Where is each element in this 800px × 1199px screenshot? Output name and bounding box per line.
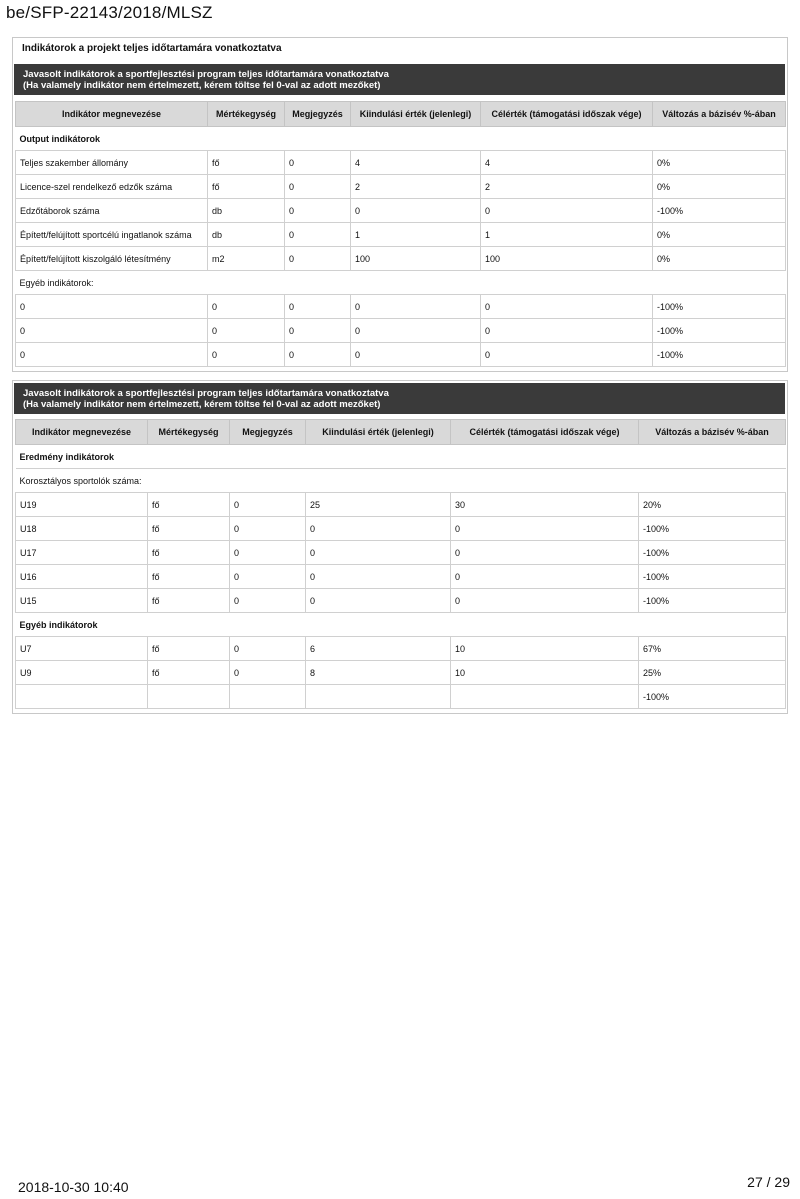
cell-target: 4: [481, 151, 653, 175]
cell-baseline: 25: [306, 493, 451, 517]
cell-unit: fő: [148, 493, 230, 517]
cell-unit: [148, 685, 230, 709]
col-header-target: Célérték (támogatási időszak vége): [451, 420, 639, 445]
cell-unit: 0: [208, 295, 285, 319]
group-row: [16, 445, 786, 469]
cell-unit: fő: [208, 151, 285, 175]
group-row: [16, 271, 786, 295]
group-row: [16, 613, 786, 637]
table-row: [16, 565, 786, 589]
cell-name: 0: [16, 343, 208, 367]
table-a-banner: [14, 64, 785, 95]
cell-baseline: 0: [351, 199, 481, 223]
table-row: [16, 151, 786, 175]
cell-baseline: 0: [306, 565, 451, 589]
cell-change: 67%: [639, 637, 786, 661]
col-header-note: Megjegyzés: [285, 102, 351, 127]
cell-baseline: 4: [351, 151, 481, 175]
table-b-banner: [14, 383, 785, 414]
cell-baseline: 2: [351, 175, 481, 199]
cell-baseline: 0: [306, 517, 451, 541]
cell-change: -100%: [639, 685, 786, 709]
group-label-other: Egyéb indikátorok: [16, 613, 786, 637]
cell-unit: m2: [208, 247, 285, 271]
cell-change: -100%: [653, 319, 786, 343]
col-header-change: Változás a bázisév %-ában: [639, 420, 786, 445]
cell-change: 0%: [653, 247, 786, 271]
cell-change: -100%: [639, 541, 786, 565]
table-row: [16, 637, 786, 661]
footer-page-number: 27 / 29: [747, 1174, 790, 1190]
indicator-table-output: [15, 101, 786, 367]
col-header-baseline: Kiindulási érték (jelenlegi): [306, 420, 451, 445]
cell-target: 2: [481, 175, 653, 199]
cell-target: [451, 685, 639, 709]
cell-target: 0: [481, 199, 653, 223]
cell-unit: fő: [148, 517, 230, 541]
table-row: [16, 247, 786, 271]
cell-unit: fő: [148, 589, 230, 613]
cell-note: [230, 685, 306, 709]
table-row: [16, 199, 786, 223]
cell-baseline: 0: [351, 295, 481, 319]
col-header-name: Indikátor megnevezése: [16, 420, 148, 445]
cell-baseline: 0: [351, 343, 481, 367]
cell-note: 0: [285, 223, 351, 247]
cell-unit: fő: [148, 637, 230, 661]
group-label-other: Egyéb indikátorok:: [16, 271, 786, 295]
cell-target: 10: [451, 661, 639, 685]
cell-change: -100%: [653, 343, 786, 367]
cell-baseline: 0: [306, 541, 451, 565]
cell-name: Licence-szel rendelkező edzők száma: [16, 175, 208, 199]
table-b-banner-line2: (Ha valamely indikátor nem értelmezett, kérem töltse fel 0-val az adott mezőket): [23, 399, 381, 410]
cell-unit: fő: [148, 541, 230, 565]
group-row: [16, 469, 786, 493]
cell-target: 0: [451, 541, 639, 565]
cell-note: 0: [285, 151, 351, 175]
group-label-result: Eredmény indikátorok: [16, 445, 786, 469]
cell-change: 20%: [639, 493, 786, 517]
cell-unit: db: [208, 223, 285, 247]
cell-name: U9: [16, 661, 148, 685]
table-row: [16, 319, 786, 343]
col-header-baseline: Kiindulási érték (jelenlegi): [351, 102, 481, 127]
cell-unit: db: [208, 199, 285, 223]
col-header-change: Változás a bázisév %-ában: [653, 102, 786, 127]
subgroup-label-age: Korosztályos sportolók száma:: [16, 469, 786, 493]
cell-unit: fő: [208, 175, 285, 199]
table-a-banner-line2: (Ha valamely indikátor nem értelmezett, kérem töltse fel 0-val az adott mezőket): [23, 80, 381, 91]
table-row: [16, 223, 786, 247]
table-a-banner-line1: Javasolt indikátorok a sportfejlesztési program teljes időtartamára vonatkoztatva: [23, 69, 389, 80]
cell-unit: 0: [208, 319, 285, 343]
cell-name: U18: [16, 517, 148, 541]
cell-target: 10: [451, 637, 639, 661]
cell-note: 0: [230, 565, 306, 589]
cell-baseline: 1: [351, 223, 481, 247]
table-header-row: [16, 420, 786, 445]
cell-name: Épített/felújított kiszolgáló létesítmény: [16, 247, 208, 271]
cell-baseline: [306, 685, 451, 709]
cell-name: U15: [16, 589, 148, 613]
cell-baseline: 0: [351, 319, 481, 343]
cell-target: 0: [481, 343, 653, 367]
cell-unit: fő: [148, 565, 230, 589]
cell-target: 0: [451, 517, 639, 541]
cell-change: 25%: [639, 661, 786, 685]
cell-change: -100%: [639, 517, 786, 541]
table-row: [16, 295, 786, 319]
document-id: be/SFP-22143/2018/MLSZ: [6, 3, 213, 22]
cell-name: Edzőtáborok száma: [16, 199, 208, 223]
cell-change: -100%: [639, 565, 786, 589]
table-row: [16, 685, 786, 709]
cell-note: 0: [285, 199, 351, 223]
col-header-unit: Mértékegység: [148, 420, 230, 445]
cell-target: 100: [481, 247, 653, 271]
cell-name: [16, 685, 148, 709]
table-row: [16, 517, 786, 541]
cell-change: 0%: [653, 223, 786, 247]
cell-target: 0: [481, 319, 653, 343]
cell-name: Épített/felújított sportcélú ingatlanok száma: [16, 223, 208, 247]
cell-note: 0: [285, 175, 351, 199]
cell-change: -100%: [639, 589, 786, 613]
cell-note: 0: [230, 493, 306, 517]
cell-change: -100%: [653, 199, 786, 223]
cell-note: 0: [285, 247, 351, 271]
cell-target: 30: [451, 493, 639, 517]
group-row: [16, 127, 786, 151]
col-header-note: Megjegyzés: [230, 420, 306, 445]
cell-unit: 0: [208, 343, 285, 367]
table-row: [16, 661, 786, 685]
cell-name: 0: [16, 295, 208, 319]
table-row: [16, 493, 786, 517]
table-row: [16, 343, 786, 367]
table-header-row: [16, 102, 786, 127]
cell-note: 0: [230, 589, 306, 613]
cell-name: 0: [16, 319, 208, 343]
section-title: Indikátorok a projekt teljes időtartamára vonatkoztatva: [22, 43, 282, 54]
cell-note: 0: [230, 541, 306, 565]
cell-name: Teljes szakember állomány: [16, 151, 208, 175]
cell-note: 0: [230, 517, 306, 541]
cell-baseline: 6: [306, 637, 451, 661]
cell-note: 0: [285, 319, 351, 343]
group-label-output: Output indikátorok: [16, 127, 786, 151]
cell-change: 0%: [653, 151, 786, 175]
cell-target: 1: [481, 223, 653, 247]
cell-note: 0: [285, 295, 351, 319]
table-row: [16, 541, 786, 565]
col-header-name: Indikátor megnevezése: [16, 102, 208, 127]
cell-target: 0: [451, 589, 639, 613]
cell-note: 0: [285, 343, 351, 367]
cell-baseline: 100: [351, 247, 481, 271]
cell-target: 0: [481, 295, 653, 319]
cell-change: -100%: [653, 295, 786, 319]
cell-change: 0%: [653, 175, 786, 199]
cell-baseline: 0: [306, 589, 451, 613]
cell-unit: fő: [148, 661, 230, 685]
indicator-table-result: [15, 419, 786, 709]
col-header-target: Célérték (támogatási időszak vége): [481, 102, 653, 127]
cell-name: U16: [16, 565, 148, 589]
cell-name: U19: [16, 493, 148, 517]
footer-timestamp: 2018-10-30 10:40: [18, 1179, 129, 1195]
cell-name: U17: [16, 541, 148, 565]
cell-note: 0: [230, 637, 306, 661]
cell-baseline: 8: [306, 661, 451, 685]
table-b-banner-line1: Javasolt indikátorok a sportfejlesztési program teljes időtartamára vonatkoztatva: [23, 388, 389, 399]
cell-note: 0: [230, 661, 306, 685]
col-header-unit: Mértékegység: [208, 102, 285, 127]
cell-name: U7: [16, 637, 148, 661]
table-row: [16, 175, 786, 199]
table-row: [16, 589, 786, 613]
cell-target: 0: [451, 565, 639, 589]
